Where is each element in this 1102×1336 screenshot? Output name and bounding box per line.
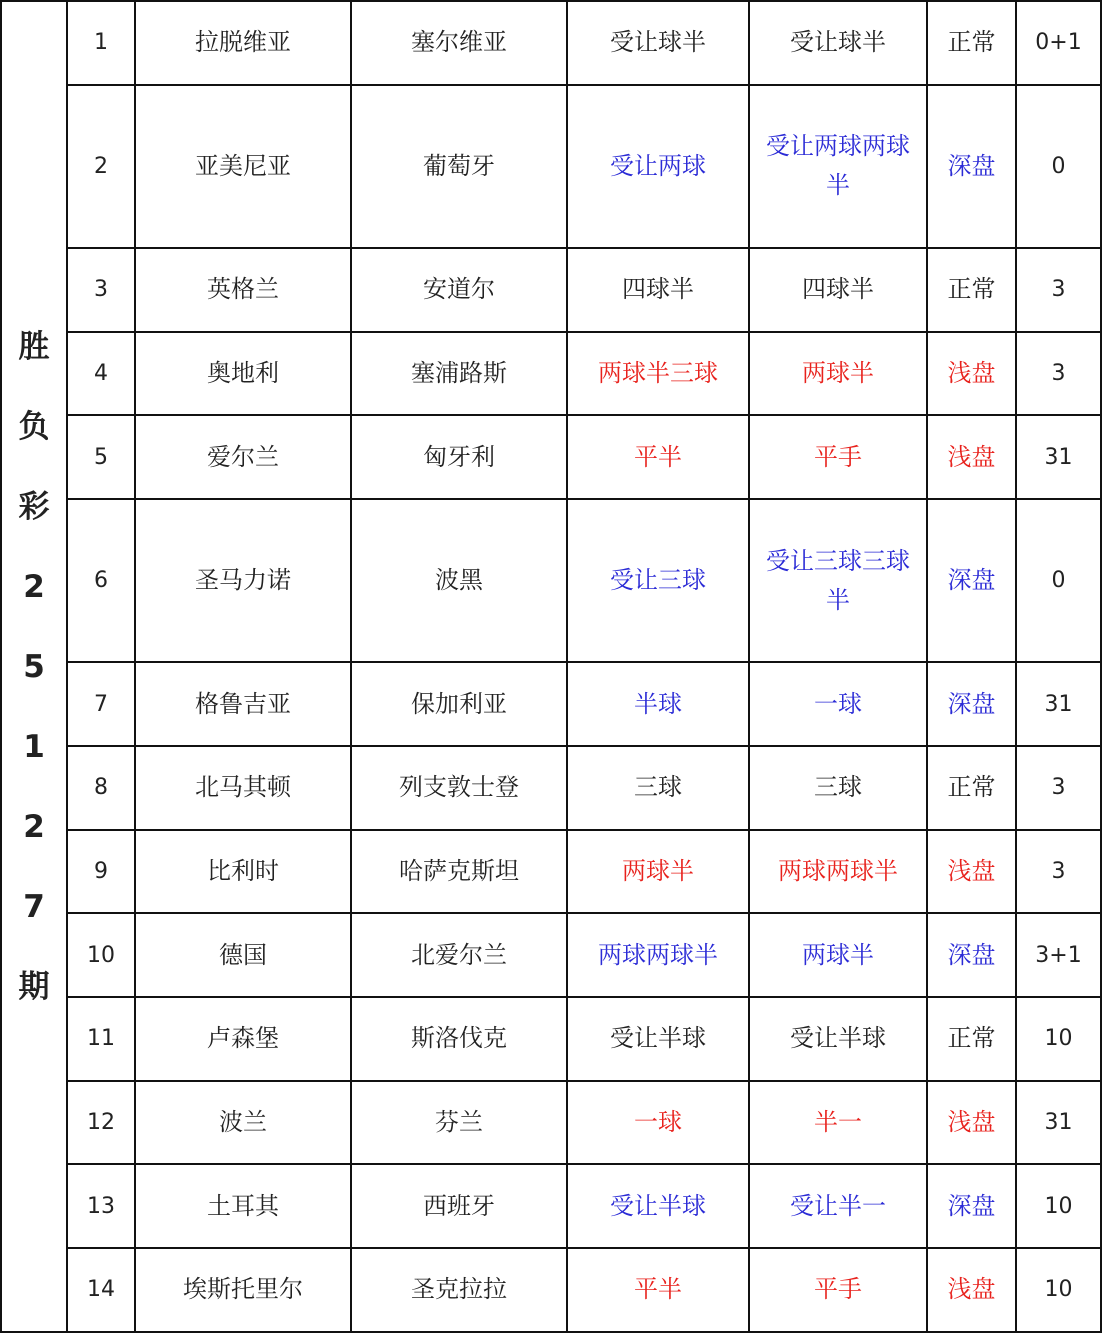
result: 10	[1016, 997, 1101, 1081]
result: 0+1	[1016, 1, 1101, 85]
table-row	[1, 746, 1101, 830]
home-team: 北马其顿	[135, 746, 351, 830]
handicap-type: 正常	[927, 997, 1016, 1081]
table-row	[1, 913, 1101, 997]
period-label-char: 期	[18, 968, 50, 1005]
result: 31	[1016, 662, 1101, 746]
handicap-initial: 受让两球	[567, 85, 749, 248]
handicap-type: 浅盘	[927, 332, 1016, 416]
table-row	[1, 1, 1101, 85]
period-label	[1, 1, 67, 1332]
handicap-initial: 受让半球	[567, 997, 749, 1081]
away-team: 列支敦士登	[351, 746, 567, 830]
handicap-current: 三球	[749, 746, 927, 830]
away-team: 斯洛伐克	[351, 997, 567, 1081]
handicap-initial: 受让球半	[567, 1, 749, 85]
handicap-initial: 平半	[567, 1248, 749, 1332]
period-label-char: 负	[18, 408, 50, 445]
handicap-initial: 一球	[567, 1081, 749, 1165]
handicap-current: 受让半球	[749, 997, 927, 1081]
handicap-current: 两球半	[749, 332, 927, 416]
table-row	[1, 85, 1101, 248]
handicap-current: 平手	[749, 415, 927, 499]
result: 31	[1016, 415, 1101, 499]
handicap-initial: 两球两球半	[567, 913, 749, 997]
away-team: 北爱尔兰	[351, 913, 567, 997]
result: 31	[1016, 1081, 1101, 1165]
handicap-type: 深盘	[927, 499, 1016, 662]
match-number: 2	[67, 85, 135, 248]
home-team: 波兰	[135, 1081, 351, 1165]
handicap-type: 深盘	[927, 1164, 1016, 1248]
home-team: 埃斯托里尔	[135, 1248, 351, 1332]
home-team: 圣马力诺	[135, 499, 351, 662]
result: 3	[1016, 830, 1101, 914]
handicap-type: 深盘	[927, 662, 1016, 746]
result: 3	[1016, 332, 1101, 416]
handicap-current: 受让两球两球半	[749, 85, 927, 248]
handicap-type: 浅盘	[927, 830, 1016, 914]
table-row	[1, 1164, 1101, 1248]
handicap-initial: 受让三球	[567, 499, 749, 662]
table-row	[1, 830, 1101, 914]
handicap-initial: 两球半	[567, 830, 749, 914]
handicap-current: 两球半	[749, 913, 927, 997]
handicap-current: 受让半一	[749, 1164, 927, 1248]
result: 3+1	[1016, 913, 1101, 997]
away-team: 圣克拉拉	[351, 1248, 567, 1332]
handicap-current: 受让三球三球半	[749, 499, 927, 662]
handicap-current: 两球两球半	[749, 830, 927, 914]
table-row	[1, 415, 1101, 499]
handicap-type: 正常	[927, 746, 1016, 830]
table-row	[1, 1081, 1101, 1165]
home-team: 英格兰	[135, 248, 351, 332]
handicap-initial: 受让半球	[567, 1164, 749, 1248]
table-row	[1, 499, 1101, 662]
result: 10	[1016, 1248, 1101, 1332]
period-label-char: 1	[23, 728, 45, 765]
handicap-initial: 平半	[567, 415, 749, 499]
handicap-current: 半一	[749, 1081, 927, 1165]
match-number: 6	[67, 499, 135, 662]
home-team: 奥地利	[135, 332, 351, 416]
away-team: 芬兰	[351, 1081, 567, 1165]
match-number: 9	[67, 830, 135, 914]
handicap-type: 深盘	[927, 913, 1016, 997]
handicap-initial: 半球	[567, 662, 749, 746]
result: 3	[1016, 746, 1101, 830]
handicap-initial: 三球	[567, 746, 749, 830]
table-row	[1, 997, 1101, 1081]
period-label-char: 胜	[18, 328, 50, 365]
table-row	[1, 662, 1101, 746]
match-number: 14	[67, 1248, 135, 1332]
match-number: 3	[67, 248, 135, 332]
match-number: 13	[67, 1164, 135, 1248]
period-label-char: 彩	[18, 488, 50, 525]
handicap-type: 正常	[927, 1, 1016, 85]
handicap-type: 深盘	[927, 85, 1016, 248]
match-number: 8	[67, 746, 135, 830]
home-team: 拉脱维亚	[135, 1, 351, 85]
handicap-type: 浅盘	[927, 1081, 1016, 1165]
table-row	[1, 248, 1101, 332]
handicap-current: 平手	[749, 1248, 927, 1332]
match-number: 1	[67, 1, 135, 85]
away-team: 安道尔	[351, 248, 567, 332]
handicap-current: 四球半	[749, 248, 927, 332]
home-team: 比利时	[135, 830, 351, 914]
match-number: 10	[67, 913, 135, 997]
away-team: 波黑	[351, 499, 567, 662]
table-row	[1, 332, 1101, 416]
home-team: 土耳其	[135, 1164, 351, 1248]
away-team: 塞浦路斯	[351, 332, 567, 416]
away-team: 西班牙	[351, 1164, 567, 1248]
match-number: 11	[67, 997, 135, 1081]
handicap-type: 浅盘	[927, 415, 1016, 499]
handicap-initial: 两球半三球	[567, 332, 749, 416]
home-team: 卢森堡	[135, 997, 351, 1081]
handicap-type: 正常	[927, 248, 1016, 332]
home-team: 格鲁吉亚	[135, 662, 351, 746]
away-team: 匈牙利	[351, 415, 567, 499]
period-label-char: 2	[23, 808, 45, 845]
handicap-current: 受让球半	[749, 1, 927, 85]
handicap-current: 一球	[749, 662, 927, 746]
home-team: 亚美尼亚	[135, 85, 351, 248]
away-team: 哈萨克斯坦	[351, 830, 567, 914]
away-team: 塞尔维亚	[351, 1, 567, 85]
match-number: 7	[67, 662, 135, 746]
table-body	[1, 1, 1101, 1332]
handicap-initial: 四球半	[567, 248, 749, 332]
period-label-char: 2	[23, 568, 45, 605]
period-label-char: 5	[23, 648, 45, 685]
away-team: 葡萄牙	[351, 85, 567, 248]
match-number: 12	[67, 1081, 135, 1165]
result: 10	[1016, 1164, 1101, 1248]
home-team: 爱尔兰	[135, 415, 351, 499]
match-number: 5	[67, 415, 135, 499]
away-team: 保加利亚	[351, 662, 567, 746]
result: 3	[1016, 248, 1101, 332]
match-number: 4	[67, 332, 135, 416]
result: 0	[1016, 85, 1101, 248]
period-label-char: 7	[23, 888, 45, 925]
result: 0	[1016, 499, 1101, 662]
handicap-type: 浅盘	[927, 1248, 1016, 1332]
home-team: 德国	[135, 913, 351, 997]
table-row	[1, 1248, 1101, 1332]
